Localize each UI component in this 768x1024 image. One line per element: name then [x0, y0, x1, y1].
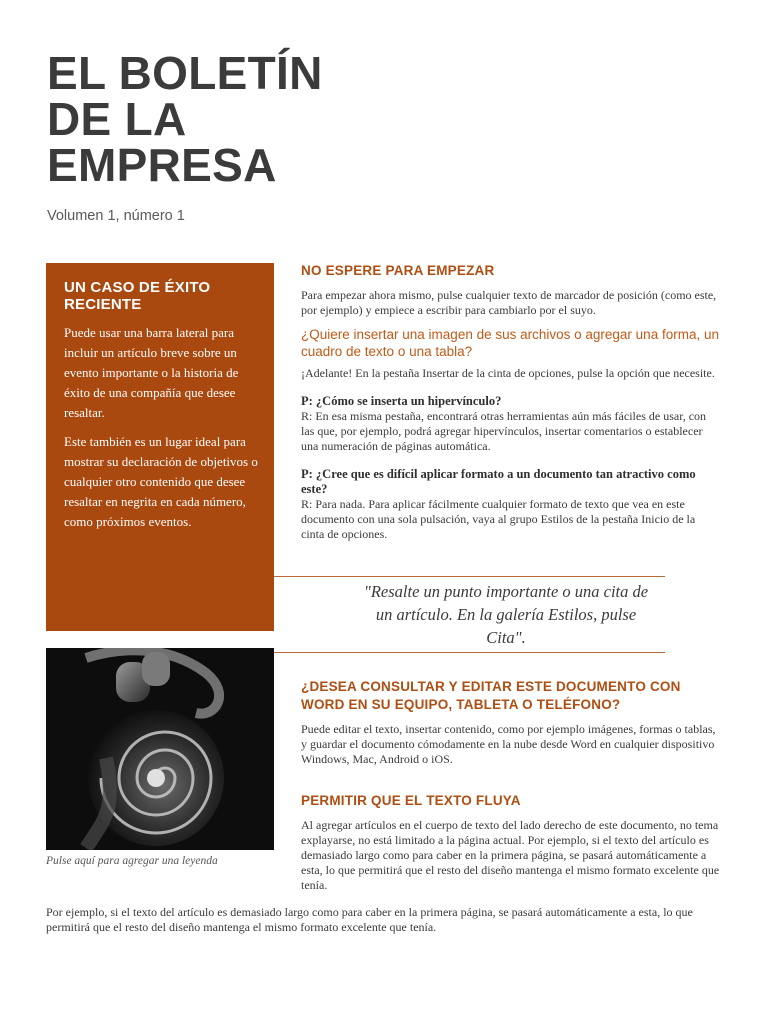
sidebar-paragraph-1: Puede usar una barra lateral para incluir un artículo breve sobre un evento importante o la historia de éxito de una compañía que desee resaltar.: [64, 325, 239, 420]
title-line-2: DE LA: [47, 93, 187, 145]
quote-rule-bottom: [274, 652, 665, 653]
sidebar-heading: UN CASO DE ÉXITO RECIENTE: [64, 279, 211, 313]
title-line-1: EL BOLETÍN: [47, 47, 323, 99]
question-2: P: ¿Cree que es difícil aplicar formato a un documento tan atractivo como este?: [301, 467, 696, 496]
article-text-flow: [301, 792, 721, 893]
volume-number: Volumen 1, número 1: [47, 208, 185, 224]
quote-rule-top: [274, 576, 665, 577]
pull-quote: "Resalte un punto importante o una cita de un artículo. En la galería Estilos, pulse Cita".: [363, 582, 649, 647]
section-body: Al agregar artículos en el cuerpo de texto del lado derecho de este documento, no tema explayarse, no está limitado a la página actual. Por ejemplo, si el texto del artículo es demasiado largo como para caber en la primera página, se pasará automáticamente a esta, lo que permitirá que el resto del diseño mantenga el mismo formato excelente que tenía.: [301, 818, 720, 892]
violin-scroll-photo[interactable]: [46, 648, 274, 850]
section-body-2: ¡Adelante! En la pestaña Insertar de la cinta de opciones, pulse la opción que necesite.: [301, 366, 715, 380]
section-body: Puede editar el texto, insertar contenido, como por ejemplo imágenes, formas o tablas, y guardar el documento cómodamente en la nube desde Word en cualquier dispositivo Windows, Mac, Android o iOS.: [301, 722, 716, 766]
sidebar-box[interactable]: [46, 263, 274, 631]
photo-caption[interactable]: Pulse aquí para agregar una leyenda: [46, 855, 218, 867]
section-heading: PERMITIR QUE EL TEXTO FLUYA: [301, 793, 521, 808]
newsletter-title: [47, 47, 447, 191]
continued-text: Por ejemplo, si el texto del artículo es demasiado largo como para caber en la primera página, se pasará automáticamente a esta, lo que permitirá que el resto del diseño mantenga el mismo formato excelente que tenía.: [46, 905, 693, 934]
article-word-devices: [301, 678, 721, 767]
violin-scroll-image: [46, 648, 274, 850]
article-no-espere: [301, 262, 721, 542]
title-line-3: EMPRESA: [47, 139, 277, 191]
sidebar-paragraph-2: Este también es un lugar ideal para mostrar su declaración de objetivos o cualquier otro contenido que desee resaltar en negrita en cada número, como próximos eventos.: [64, 434, 258, 529]
section-heading: ¿DESEA CONSULTAR Y EDITAR ESTE DOCUMENTO CON WORD EN SU EQUIPO, TABLETA O TELÉFONO?: [301, 679, 681, 712]
section-body: Para empezar ahora mismo, pulse cualquier texto de marcador de posición (como este, por ejemplo) y empiece a escribir para cambiarlo por el suyo.: [301, 288, 717, 317]
question-1: P: ¿Cómo se inserta un hipervínculo?: [301, 394, 502, 408]
section-subheading: ¿Quiere insertar una imagen de sus archivos o agregar una forma, un cuadro de texto o una tabla?: [301, 327, 719, 359]
section-heading: NO ESPERE PARA EMPEZAR: [301, 263, 495, 278]
answer-1: R: En esa misma pestaña, encontrará otras herramientas aún más fáciles de usar, con las que, por ejemplo, podrá agregar hipervínculos, insertar comentarios o establecer una numeración de páginas automática.: [301, 409, 707, 453]
answer-2: R: Para nada. Para aplicar fácilmente cualquier formato de texto que vea en este documento con una sola pulsación, vaya al grupo Estilos de la pestaña Inicio de la cinta de opciones.: [301, 497, 696, 541]
